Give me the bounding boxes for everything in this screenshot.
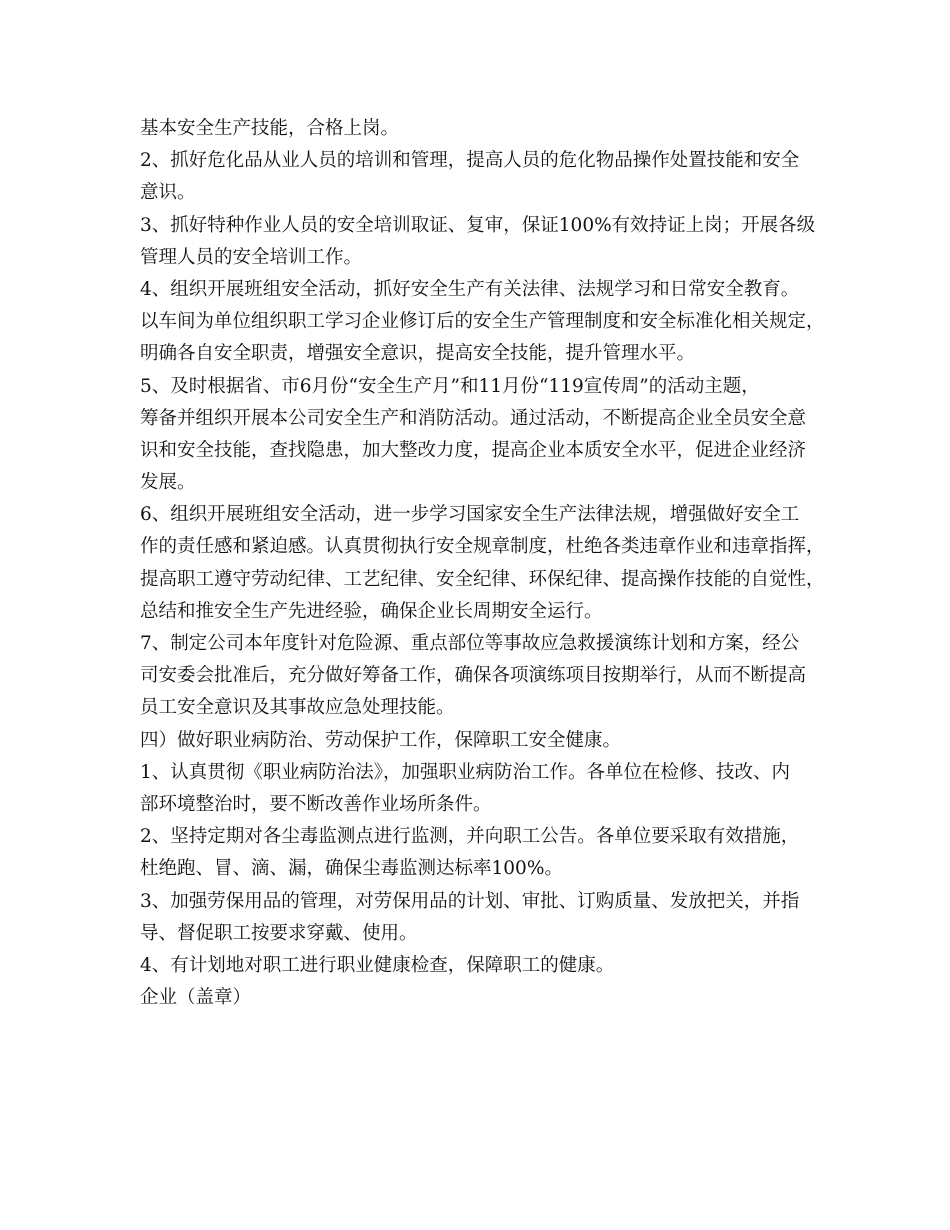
signature-line: 企业（盖章）	[140, 987, 252, 1009]
text-line: 意识。	[140, 182, 196, 204]
text-line: 导、督促职工按要求穿戴、使用。	[140, 922, 418, 944]
document-body	[140, 113, 830, 1014]
text-line: 筹备并组织开展本公司安全生产和消防活动。通过活动，不断提高企业全员安全意	[140, 407, 807, 429]
text-line: 明确各自安全职责，增强安全意识，提高安全技能，提升管理水平。	[140, 343, 696, 365]
text-line: 4、组织开展班组安全活动，抓好安全生产有关法律、法规学习和日常安全教育。	[140, 278, 800, 300]
text-line: 3、加强劳保用品的管理，对劳保用品的计划、审批、订购质量、发放把关，并指	[140, 890, 800, 912]
text-line: 员工安全意识及其事故应急处理技能。	[140, 697, 455, 719]
text-line: 发展。	[140, 472, 196, 494]
text-line: 总结和推安全生产先进经验，确保企业长周期安全运行。	[140, 600, 603, 622]
text-line: 4、有计划地对职工进行职业健康检查，保障职工的健康。	[140, 954, 615, 976]
text-line: 部环境整治时，要不断改善作业场所条件。	[140, 793, 492, 815]
text-line: 6、组织开展班组安全活动，进一步学习国家安全生产法律法规，增强做好安全工	[140, 504, 800, 526]
text-line: 管理人员的安全培训工作。	[140, 246, 363, 268]
text-line: 2、抓好危化品从业人员的培训和管理，提高人员的危化物品操作处置技能和安全	[140, 150, 800, 172]
text-line: 基本安全生产技能，合格上岗。	[140, 118, 400, 139]
text-line: 识和安全技能，查找隐患，加大整改力度，提高企业本质安全水平，促进企业经济	[140, 439, 807, 461]
text-line: 作的责任感和紧迫感。认真贯彻执行安全规章制度，杜绝各类违章作业和违章指挥，	[140, 536, 825, 558]
text-line: 司安委会批准后，充分做好筹备工作，确保各项演练项目按期举行，从而不断提高	[140, 665, 807, 687]
text-line: 7、制定公司本年度针对危险源、重点部位等事故应急救援演练计划和方案，经公	[140, 633, 800, 654]
text-line: 以车间为单位组织职工学习企业修订后的安全生产管理制度和安全标准化相关规定，	[140, 311, 825, 333]
text-line: 3、抓好特种作业人员的安全培训取证、复审，保证100%有效持证上岗；开展各级	[140, 214, 816, 236]
text-line: 杜绝跑、冒、滴、漏，确保尘毒监测达标率100%。	[140, 858, 563, 880]
section-heading: 四）做好职业病防治、劳动保护工作，保障职工安全健康。	[140, 729, 622, 751]
text-line: 1、认真贯彻《职业病防治法》，加强职业病防治工作。各单位在检修、技改、内	[140, 761, 791, 783]
text-line: 2、坚持定期对各尘毒监测点进行监测，并向职工公告。各单位要采取有效措施，	[140, 826, 800, 848]
text-line: 提高职工遵守劳动纪律、工艺纪律、安全纪律、环保纪律、提高操作技能的自觉性，	[140, 568, 825, 590]
text-line: 5、及时根据省、市6月份“安全生产月”和11月份“119宣传周”的活动主题，	[140, 375, 760, 397]
